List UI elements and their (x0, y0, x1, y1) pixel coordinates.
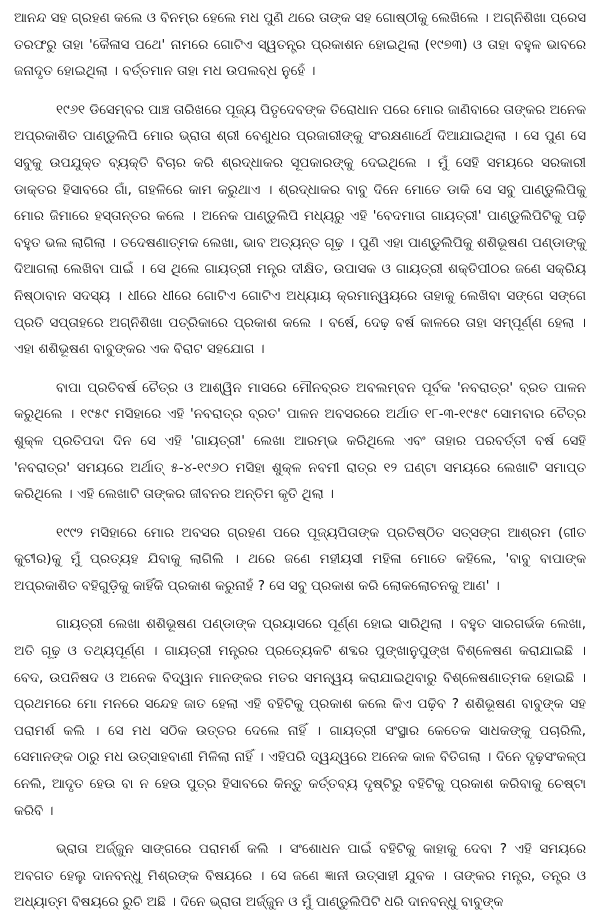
paragraph-5: ଗାୟତ୍ରୀ ଲେଖା ଶଶିଭୂଷଣ ପଣ୍ଡାଙ୍କ ପ୍ରୟାସରେ ପୂର୍ଣ୍ଣ ହୋଇ ସାରିଥିଲା । ବହୁତ ସାରଗର୍ଭକ ଲେଖା, ଅତି ଗୂଢ଼ ଓ ତଥ୍ୟପୂର୍ଣ୍ଣ । ଗାୟତ୍ରୀ ମନ୍ତ୍ରର ପ୍ରତ୍ୟେକଟି ଶବ୍ଦର ପୁଙ୍ଖାନୁପୁଙ୍ଖ ବିଶ୍ଳେଷଣ କରାଯାଇଛି । ବେଦ, ଉପନିଷଦ ଓ ଅନେକ ବିଦ୍ୱାନ ମାନଙ୍କର ମତର ସମନ୍ୱୟ କରାଯାଇଥିବାରୁ ବିଶ୍ଳେଷଣାତ୍ମକ ହୋଇଛି । ପ୍ରଥମରେ ମୋ ମନରେ ସନ୍ଦେହ ଜାତ ହେଲା ଏହି ବହିଟିକୁ ପ୍ରକାଶ କଲେ କିଏ ପଢ଼ିବ ? ଶଶିଭୂଷଣ ବାବୁଙ୍କ ସହ ପରାମର୍ଶ କଲି । ସେ ମଧ ସଠିକ ଉତ୍ତର ଦେଲେ ନାହିଁ । ଗାୟତ୍ରୀ ସଂସ୍ଥାର କେତେକ ସାଧକଙ୍କୁ ପଚାରିଲି, ସେମାନଙ୍କ ଠାରୁ ମଧ ଉତ୍ସାହବାଣୀ ମିଳିଲା ନାହିଁ । ଏହିପରି ଦ୍ୱନ୍ଦ୍ୱରେ ଅନେକ କାଳ ବିତିଗଲା । ଦିନେ ଦୃଢ଼ସଂକଳ୍ପ ନେଲି, ଆଦୃତ ହେଉ ବା ନ ହେଉ ପୁତ୍ର ହିସାବରେ କିନ୍ତୁ କର୍ତ୍ତବ୍ୟ ଦୃଷ୍ଟିରୁ ବହିଟିକୁ ପ୍ରକାଶ କରିବାକୁ ଚେଷ୍ଟା କରିବି । (14, 617, 586, 819)
paragraph-6: ଭ୍ରାତା ଅର୍ଜ୍ଜୁନ ସାଙ୍ଗରେ ପରାମର୍ଶ କଲି । ସଂଶୋଧନ ପାଇଁ ବହିଟିକୁ କାହାକୁ ଦେବା ? ଏହି ସମୟରେ ଅବଗତ ହେଲୁ ଦାନବନ୍ଧୁ ମିଶ୍ରଙ୍କ ବିଷୟରେ । ସେ ଜଣେ ଜ୍ଞାନୀ ଉତ୍ସାହୀ ଯୁବକ । ତାଙ୍କର ମନ୍ତ୍ର, ତନ୍ତ୍ର ଓ ଅଧ୍ୟାତ୍ମ ବିଷୟରେ ରୁଚି ଅଛି । ଦିନେ ଭ୍ରାତା ଅର୍ଜ୍ଜୁନ ଓ ମୁଁ ପାଣ୍ଡୁଲିପିଟି ଧରି ଦାନବନ୍ଧୁ ବାବୁଙ୍କ (14, 842, 586, 911)
paragraph-2: ୧୯୬୧ ଡିସେମ୍ବର ପାଞ୍ଚ ତାରିଖରେ ପୂଜ୍ୟ ପିତୃଦେବଙ୍କ ତିରୋଧାନ ପରେ ମୋର ଜାଣିବାରେ ତାଙ୍କର ଅନେକ ଅପ୍ରକାଶିତ ପାଣ୍ଡୁଲିପି ମୋର ଭ୍ରାତା ଶ୍ରୀ ବେଣୁଧର ପ୍ରଜାରୀଙ୍କୁ ସଂରକ୍ଷଣାର୍ଥେ ଦିଆଯାଇଥିଲା । ସେ ପୁଣ ସେ ସବୁକୁ ଉପଯୁକ୍ତ ବ୍ୟକ୍ତି ବିଚାର କରି ଶ୍ରଦ୍ଧାକର ସୂପକାରଙ୍କୁ ଦେଇଥିଲେ । ମୁଁ ସେହି ସମୟରେ ସରକାରୀ ଡାକ୍ତର ହିସାବରେ ଗାଁ, ଗହଳିରେ କାମ କରୁଥାଏ । ଶ୍ରଦ୍ଧାକର ବାବୁ ଦିନେ ମୋତେ ଡାକି ସେ ସବୁ ପାଣ୍ଡୁଲିପିକୁ ମୋର ଜିମାରେ ହସ୍ତାନ୍ତର କଲେ । ଅନେକ ପାଣ୍ଡୁଲିପି ମଧ୍ୟରୁ ଏହି 'ବେଦମାତା ଗାୟତ୍ରୀ' ପାଣ୍ଡୁଲିପିଟିକୁ ପଢ଼ି ବହୁତ ଭଲ ଲାଗିଲା । ତଦେଷଣାତ୍ମକ ଲେଖା, ଭାବ ଅତ୍ୟନ୍ତ ଗୂଢ଼ । ପୁଣି ଏହା ପାଣ୍ଡୁଲିପିକୁ ଶଶିଭୂଷଣ ପଣ୍ଡାଙ୍କୁ ଦିଆଗଲା ଲେଖିବା ପାଇଁ । ସେ ଥିଲେ ଗାୟତ୍ରୀ ମନ୍ତ୍ର ଦୀକ୍ଷିତ, ଉପାସକ ଓ ଗାୟତ୍ରୀ ଶକ୍ତିପୀଠର ଜଣେ ସକ୍ରିୟ ନିଷ୍ଠାବାନ ସଦସ୍ୟ । ଧୀରେ ଧୀରେ ଗୋଟିଏ ଗୋଟିଏ ଅଧ୍ୟାୟ କ୍ରମାନ୍ୱୟରେ ତାହାକୁ ଲେଖିବା ସଙ୍ଗେ ସଙ୍ଗେ ପ୍ରତି ସପ୍ତାହରେ ଅଗ୍ନିଶିଖା ପତ୍ରିକାରେ ପ୍ରକାଶ କଲେ । ବର୍ଷେ, ଦେଢ଼ ବର୍ଷ କାଳରେ ତାହା ସମ୍ପୂର୍ଣ୍ଣ ହେଲା । ଏହା ଶଶିଭୂଷଣ ବାବୁଙ୍କର ଏକ ବିରାଟ ସହଯୋଗ । (14, 102, 586, 358)
paragraph-3: ବାପା ପ୍ରତିବର୍ଷ ଚୈତ୍ର ଓ ଆଶ୍ୱିନ ମାସରେ ମୌନବ୍ରତ ଅବଲମ୍ବନ ପୂର୍ବକ 'ନବରାତ୍ର' ବ୍ରତ ପାଳନ କରୁଥିଲେ । ୧୯୫୯ ମସିହାରେ ଏହି 'ନବରାତ୍ର ବ୍ରତ' ପାଳନ ଅବସରରେ ଅର୍ଥାତ ୧୮-୩-୧୯୫୯ ସୋମବାର ଚୈତ୍ର ଶୁକ୍ଳ ପ୍ରତିପଦା ଦିନ ସେ ଏହି 'ଗାୟତ୍ରୀ' ଲେଖା ଆରମ୍ଭ କରିଥିଲେ ଏବଂ ତାହାର ପରବର୍ତ୍ତୀ ବର୍ଷ ସେହି 'ନବରାତ୍ର' ସମୟରେ ଅର୍ଥାତ୍ ୫-୪-୧୯୬୦ ମସିହା ଶୁକ୍ଳ ନବମୀ ରାତ୍ର ୧୨ ଘଣ୍ଟା ସମୟରେ ଲେଖାଟି ସମାପ୍ତ କରିଥିଲେ । ଏହି ଲେଖାଟି ତାଙ୍କର ଜୀବନର ଅନ୍ତିମ କୃତି ଥିଲା । (14, 380, 586, 503)
paragraph-4: ୧୯୯୨ ମସିହାରେ ମୋର ଅବସର ଗ୍ରହଣ ପରେ ପୂଜ୍ୟପିତାଙ୍କ ପ୍ରତିଷ୍ଠିତ ସତ୍‌ସଙ୍ଗ ଆଶ୍ରମ (ଗୀତ କୁଟୀର)କୁ ମୁଁ ପ୍ରତ୍ୟହ ଯିବାକୁ ଲାଗିଲି । ଥରେ ଜଣେ ମହୀୟସୀ ମହିଳା ମୋତେ କହିଲେ, 'ବାବୁ ବାପାଙ୍କ ଅପ୍ରକାଶିତ ବହିଗୁଡ଼ିକୁ କାହିଁକି ପ୍ରକାଶ କରୁନାହଁ ? ସେ ସବୁ ପ୍ରକାଶ କରି ଲୋକଲୋଚନକୁ ଆଣ' । (14, 525, 586, 594)
paragraph-1: ଆନନ୍ଦ ସହ ଗ୍ରହଣ କଲେ ଓ ବିନମ୍ର ହେଲେ ମଧ ପୁଣି ଥରେ ତାଙ୍କ ସହ ଗୋଷ୍ଠୀକୁ ଲେଖିଲେ । ଅଗ୍ନିଶିଖା ପ୍ରେସ ତରଫରୁ ତାହା 'କୈଳାସ ପଥେ' ନାମରେ ଗୋଟିଏ ସ୍ୱତନ୍ତ୍ର ପ୍ରକାଶନ ହୋଇଥିଲା (୧୯୭୩) ଓ ତାହା ବହୁଳ ଭାବରେ ଜନାଦୃତ ହୋଇଥିଲା । ବର୍ତ୍ତମାନ ତାହା ମଧ ଉପଲବ୍ଧ ନୁହେଁ । (14, 11, 586, 80)
